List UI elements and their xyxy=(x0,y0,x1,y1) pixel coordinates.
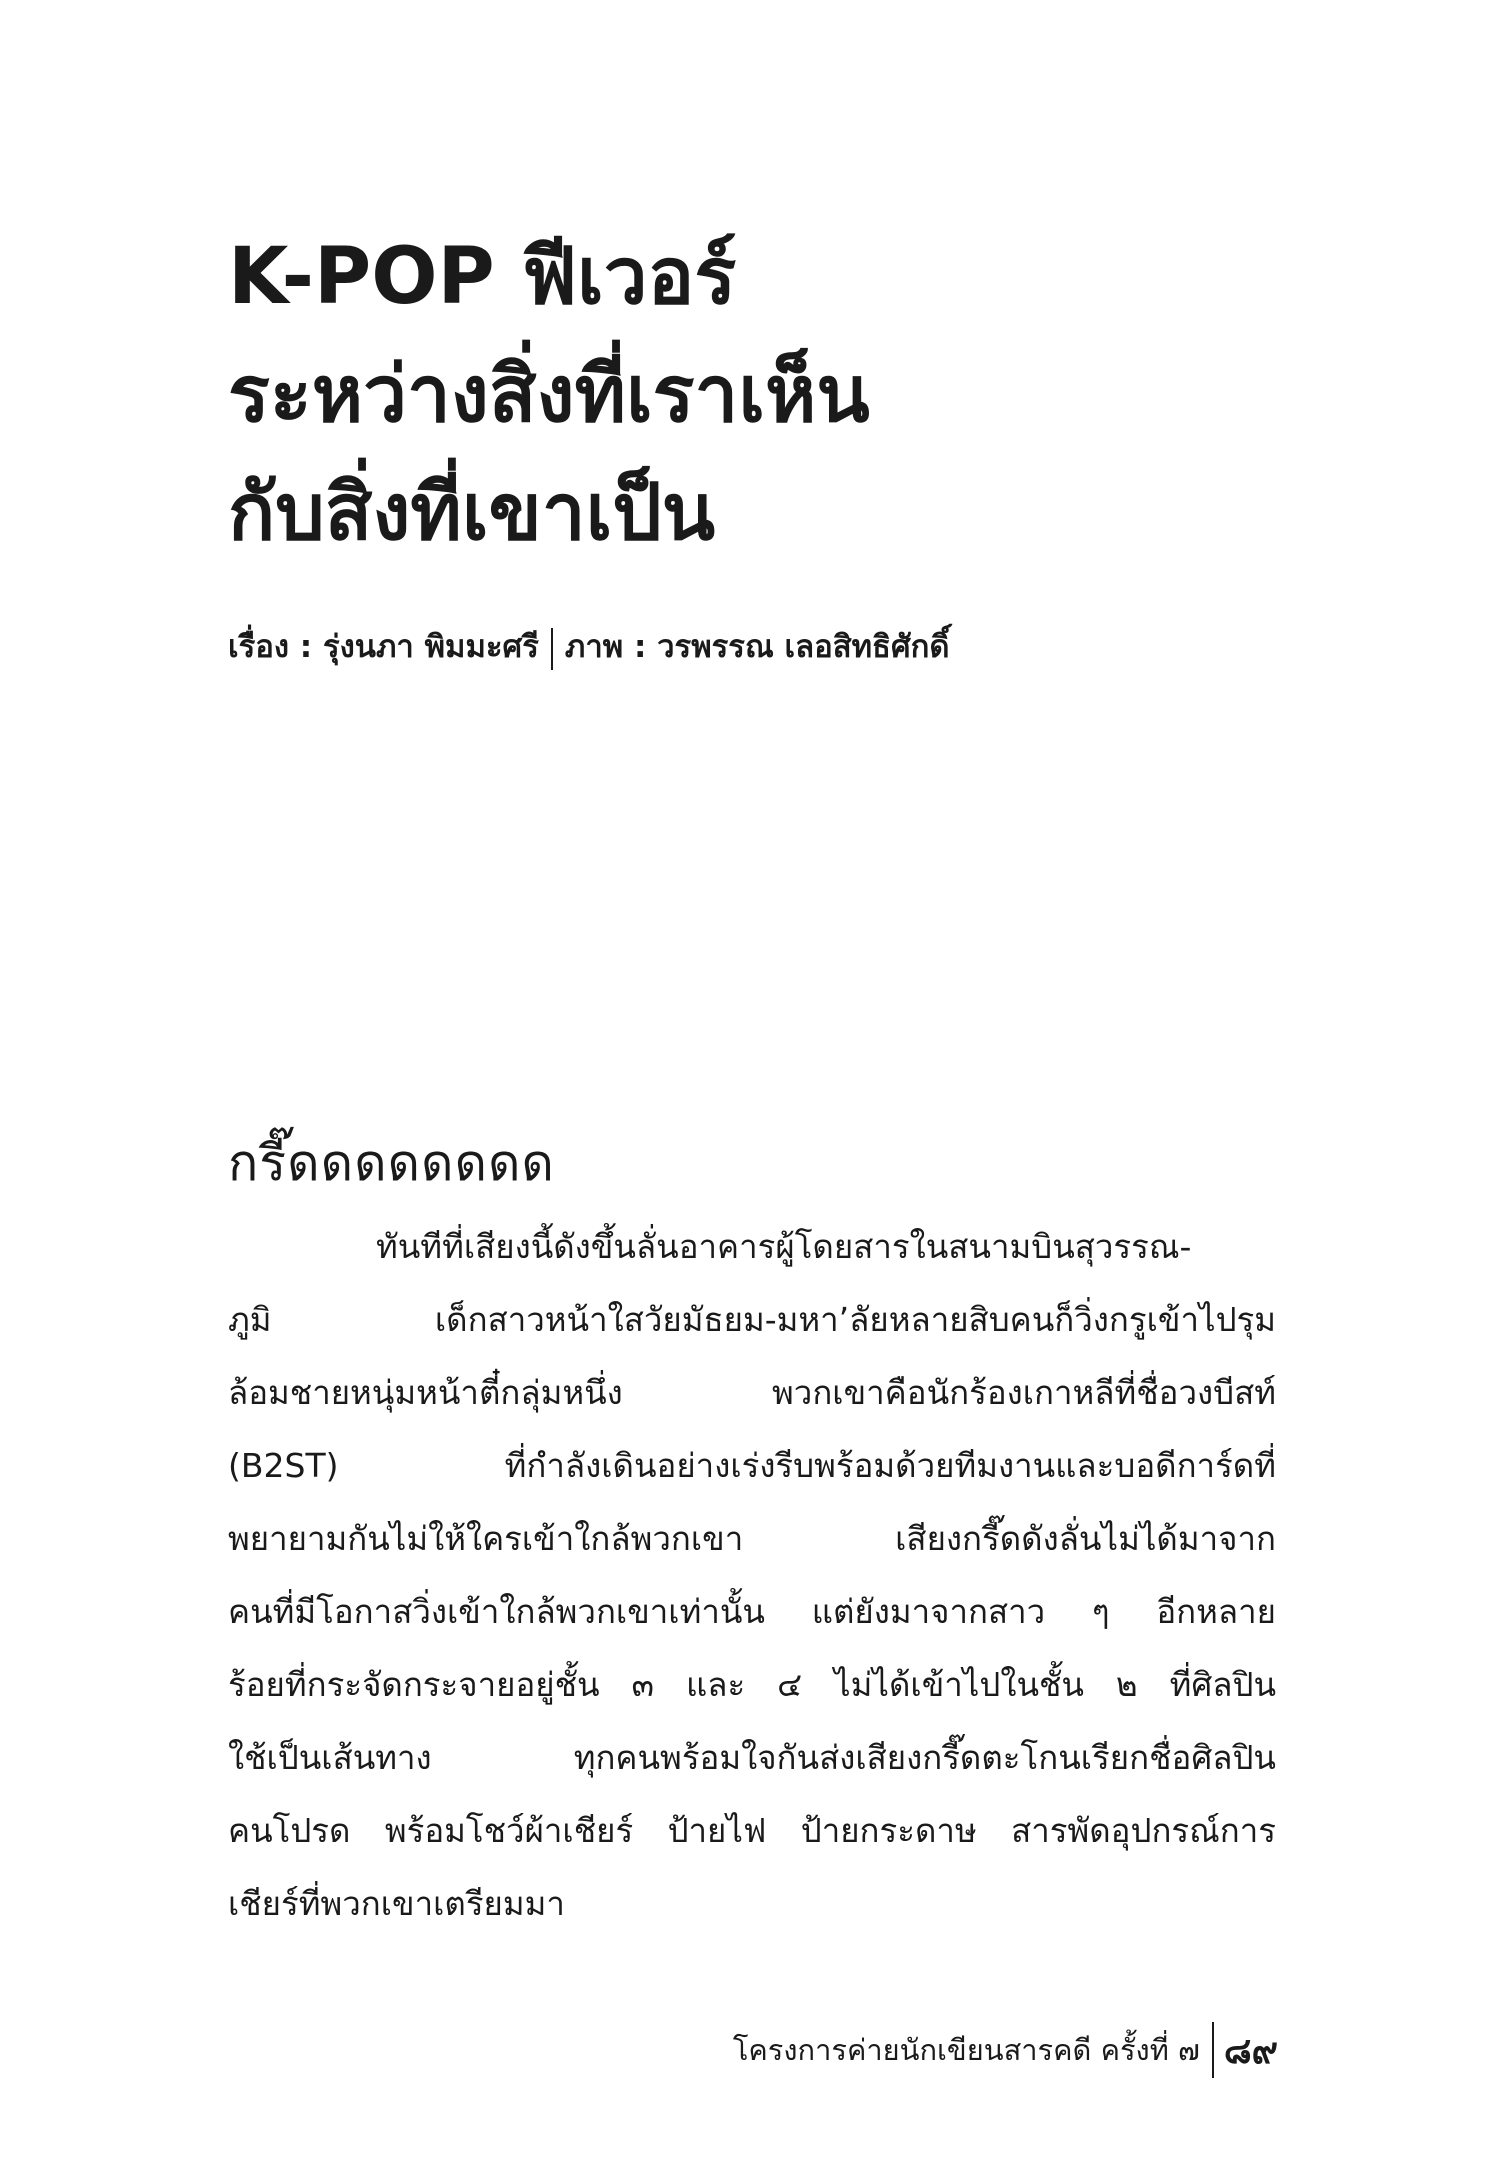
byline-story: เรื่อง : รุ่งนภา พิมมะศรี xyxy=(228,629,539,665)
article-title xyxy=(228,218,1278,572)
body-line: เชียร์ที่พวกเขาเตรียมมา xyxy=(228,1884,565,1923)
byline-divider xyxy=(551,628,553,670)
title-line-3: กับสิ่งที่เขาเป็น xyxy=(228,468,716,558)
byline xyxy=(228,627,950,670)
page-footer xyxy=(733,2022,1278,2078)
page-number: ๘๙ xyxy=(1223,2030,1278,2072)
body-line: คนที่มีโอกาสวิ่งเข้าใกล้พวกเขาเท่านั้น แต่ยังมาจากสาว ๆ อีกหลาย xyxy=(228,1592,1276,1631)
title-line-2: ระหว่างสิ่งที่เราเห็น xyxy=(228,350,870,440)
body-paragraph xyxy=(228,1210,1276,1940)
footer-project-name: โครงการค่ายนักเขียนสารคดี ครั้งที่ ๗ xyxy=(732,2033,1200,2067)
body-line: ล้อมชายหนุ่มหน้าตี๋กลุ่มหนึ่ง พวกเขาคือนักร้องเกาหลีที่ชื่อวงบีสท์ xyxy=(228,1373,1276,1412)
lead-exclamation: กรี๊ดดดดดดดด xyxy=(228,1134,555,1192)
body-line: (B2ST) ที่กำลังเดินอย่างเร่งรีบพร้อมด้วยทีมงานและบอดีการ์ดที่ xyxy=(228,1446,1276,1485)
byline-photo: ภาพ : วรพรรณ เลอสิทธิศักดิ์ xyxy=(564,629,950,665)
title-line-1: K-POP ฟีเวอร์ xyxy=(228,232,737,322)
body-line: ภูมิ เด็กสาวหน้าใสวัยมัธยม-มหา’ลัยหลายสิบคนก็วิ่งกรูเข้าไปรุม xyxy=(228,1300,1276,1339)
body-line: คนโปรด พร้อมโชว์ผ้าเชียร์ ป้ายไฟ ป้ายกระดาษ สารพัดอุปกรณ์การ xyxy=(228,1811,1276,1850)
body-line: ทันทีที่เสียงนี้ดังขึ้นลั่นอาคารผู้โดยสารในสนามบินสุวรรณ- xyxy=(376,1227,1192,1266)
body-line: ร้อยที่กระจัดกระจายอยู่ชั้น ๓ และ ๔ ไม่ได้เข้าไปในชั้น ๒ ที่ศิลปิน xyxy=(228,1665,1276,1704)
body-line: ใช้เป็นเส้นทาง ทุกคนพร้อมใจกันส่งเสียงกรี๊ดตะโกนเรียกชื่อศิลปิน xyxy=(228,1738,1276,1777)
body-line: พยายามกันไม่ให้ใครเข้าใกล้พวกเขา เสียงกรี๊ดดังลั่นไม่ได้มาจาก xyxy=(228,1519,1276,1558)
footer-divider xyxy=(1212,2022,1214,2078)
